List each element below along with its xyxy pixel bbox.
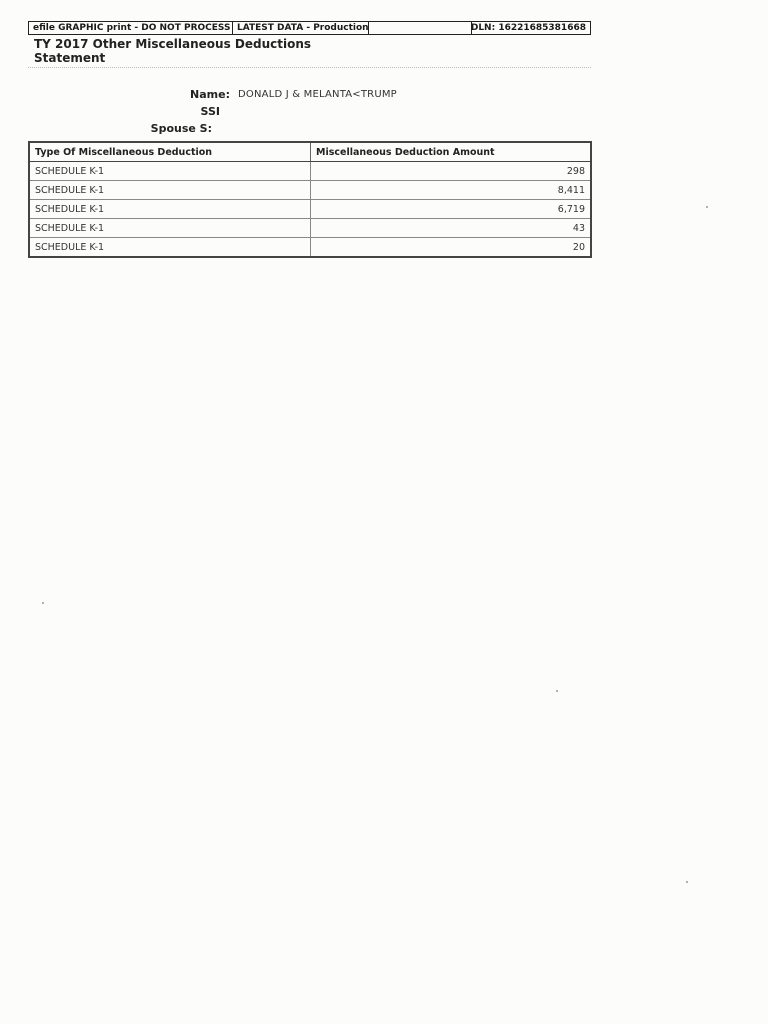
- deduction-type: SCHEDULE K-1: [29, 162, 311, 181]
- scan-speck: [42, 602, 44, 604]
- type-column-header: Type Of Miscellaneous Deduction: [29, 142, 311, 162]
- table-row: [29, 181, 591, 200]
- table-row: [29, 200, 591, 219]
- deduction-amount: 43: [311, 219, 592, 238]
- latest-data-label: LATEST DATA - Production: [233, 22, 369, 34]
- deduction-type: SCHEDULE K-1: [29, 181, 311, 200]
- table-row: [29, 238, 591, 258]
- efile-header-strip: [28, 21, 591, 35]
- table-header-row: [29, 142, 591, 162]
- table-row: [29, 219, 591, 238]
- scan-speck: [706, 206, 708, 208]
- page-title: [34, 37, 354, 65]
- name-value: DONALD J & MELANTA<TRUMP: [238, 89, 397, 100]
- deduction-amount: 20: [311, 238, 592, 258]
- table-row: [29, 162, 591, 181]
- title-line-2: Statement: [34, 51, 106, 65]
- scan-speck: [686, 881, 688, 883]
- deduction-type: SCHEDULE K-1: [29, 238, 311, 258]
- amount-column-header: Miscellaneous Deduction Amount: [311, 142, 592, 162]
- deduction-type: SCHEDULE K-1: [29, 200, 311, 219]
- deduction-amount: 6,719: [311, 200, 592, 219]
- title-divider: [28, 67, 591, 68]
- deductions-table: [28, 141, 592, 258]
- efile-label: efile GRAPHIC print - DO NOT PROCESS: [29, 22, 233, 34]
- deduction-amount: 298: [311, 162, 592, 181]
- title-line-1: TY 2017 Other Miscellaneous Deductions: [34, 37, 312, 51]
- deduction-type: SCHEDULE K-1: [29, 219, 311, 238]
- ssn-label: SSI: [200, 105, 220, 118]
- deduction-amount: 8,411: [311, 181, 592, 200]
- dln-number: DLN: 16221685381668: [470, 23, 586, 33]
- name-label: Name:: [190, 88, 230, 101]
- spouse-ssn-label: Spouse S:: [150, 122, 212, 135]
- header-spacer: [369, 22, 472, 34]
- scan-speck: [556, 690, 558, 692]
